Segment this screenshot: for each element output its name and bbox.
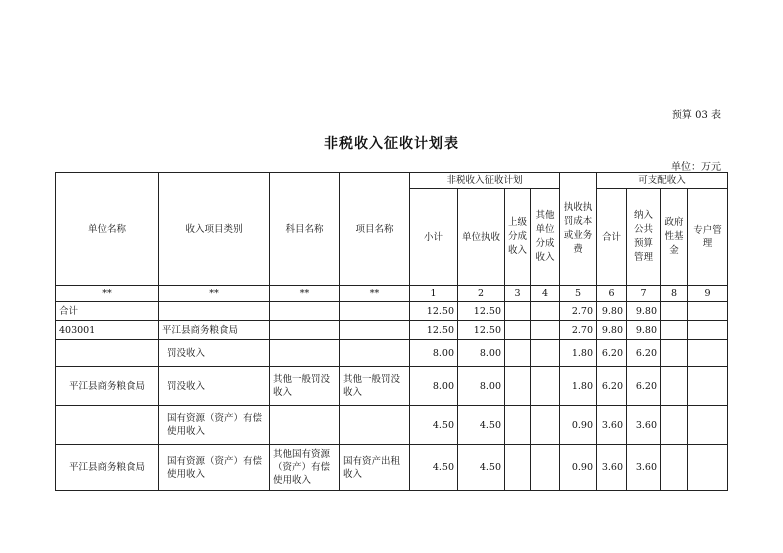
cell-cost: 2.70 (560, 321, 597, 340)
cell-category: 国有资源（资产）有偿使用收入 (159, 406, 270, 445)
cell-category (159, 302, 270, 321)
cell-subject: 其他一般罚没收入 (270, 367, 340, 406)
cell-total: 6.20 (597, 367, 627, 406)
cell-fund (661, 302, 688, 321)
cell-subtotal: 12.50 (410, 302, 458, 321)
cell-subtotal: 4.50 (410, 406, 458, 445)
cell-item (340, 406, 410, 445)
index-cell: ** (159, 286, 270, 302)
index-cell: 2 (458, 286, 505, 302)
cell-total: 9.80 (597, 302, 627, 321)
cell-public: 9.80 (627, 302, 661, 321)
cell-fund (661, 406, 688, 445)
cell-subtotal: 4.50 (410, 445, 458, 491)
income-plan-table (55, 172, 728, 491)
cell-other (531, 445, 560, 491)
header-other-share: 其他单位分成收入 (531, 189, 560, 286)
cell-upper (505, 340, 531, 367)
form-number: 预算 03 表 (671, 110, 721, 121)
cell-unit-exec: 4.50 (458, 445, 505, 491)
cell-subject (270, 406, 340, 445)
index-cell: ** (56, 286, 159, 302)
cell-category: 国有资源（资产）有偿使用收入 (159, 445, 270, 491)
header-plan-group: 非税收入征收计划 (410, 173, 560, 189)
cell-unit-name (56, 340, 159, 367)
table-row (56, 321, 728, 340)
index-cell: 9 (688, 286, 728, 302)
header-unit-name: 单位名称 (56, 173, 159, 286)
cell-item (340, 321, 410, 340)
index-cell: 6 (597, 286, 627, 302)
header-subtotal: 小计 (410, 189, 458, 286)
cell-unit-exec: 8.00 (458, 340, 505, 367)
cell-category: 罚没收入 (159, 367, 270, 406)
cell-subtotal: 8.00 (410, 367, 458, 406)
cell-subject (270, 321, 340, 340)
cell-upper (505, 367, 531, 406)
cell-other (531, 406, 560, 445)
cell-unit-name: 合计 (56, 302, 159, 321)
header-upper-share: 上级分成收入 (505, 189, 531, 286)
table-row (56, 445, 728, 491)
cell-public: 3.60 (627, 445, 661, 491)
cell-fund (661, 445, 688, 491)
cell-other (531, 340, 560, 367)
header-income-category: 收入项目类别 (159, 173, 270, 286)
table-row-total (56, 302, 728, 321)
cell-cost: 2.70 (560, 302, 597, 321)
cell-unit-name (56, 406, 159, 445)
cell-total: 3.60 (597, 406, 627, 445)
cell-item (340, 302, 410, 321)
index-cell: 3 (505, 286, 531, 302)
index-cell: ** (340, 286, 410, 302)
cell-fund (661, 340, 688, 367)
index-cell: 7 (627, 286, 661, 302)
header-total: 合计 (597, 189, 627, 286)
cell-cost: 1.80 (560, 340, 597, 367)
index-row (56, 286, 728, 302)
cell-unit-name: 403001 (56, 321, 159, 340)
cell-item (340, 340, 410, 367)
cell-fund (661, 367, 688, 406)
cell-other (531, 302, 560, 321)
cell-subtotal: 8.00 (410, 340, 458, 367)
unit-label: 单位：万元 (671, 162, 721, 173)
cell-special (688, 367, 728, 406)
table-row (56, 406, 728, 445)
cell-special (688, 406, 728, 445)
header-special-acct: 专户管理 (688, 189, 728, 286)
cell-public: 6.20 (627, 340, 661, 367)
page-title: 非税收入征收计划表 (324, 136, 459, 152)
index-cell: 5 (560, 286, 597, 302)
cell-subject: 其他国有资源（资产）有偿使用收入 (270, 445, 340, 491)
header-penalty-cost: 执收执罚成本或业务费 (560, 173, 597, 286)
header-gov-fund: 政府性基金 (661, 189, 688, 286)
cell-special (688, 445, 728, 491)
cell-total: 9.80 (597, 321, 627, 340)
table-row (56, 367, 728, 406)
cell-special (688, 321, 728, 340)
cell-cost: 1.80 (560, 367, 597, 406)
cell-special (688, 302, 728, 321)
cell-unit-exec: 12.50 (458, 321, 505, 340)
cell-upper (505, 302, 531, 321)
cell-subject (270, 302, 340, 321)
cell-subtotal: 12.50 (410, 321, 458, 340)
table-row (56, 340, 728, 367)
index-cell: ** (270, 286, 340, 302)
header-disposable-group: 可支配收入 (597, 173, 728, 189)
cell-public: 6.20 (627, 367, 661, 406)
cell-total: 6.20 (597, 340, 627, 367)
cell-other (531, 321, 560, 340)
cell-cost: 0.90 (560, 445, 597, 491)
cell-special (688, 340, 728, 367)
header-subject-name: 科目名称 (270, 173, 340, 286)
cell-upper (505, 445, 531, 491)
cell-category: 平江县商务粮食局 (159, 321, 270, 340)
cell-unit-name: 平江县商务粮食局 (56, 445, 159, 491)
cell-unit-name: 平江县商务粮食局 (56, 367, 159, 406)
cell-item: 其他一般罚没收入 (340, 367, 410, 406)
cell-fund (661, 321, 688, 340)
header-unit-exec: 单位执收 (458, 189, 505, 286)
cell-unit-exec: 8.00 (458, 367, 505, 406)
cell-unit-exec: 4.50 (458, 406, 505, 445)
cell-public: 3.60 (627, 406, 661, 445)
cell-unit-exec: 12.50 (458, 302, 505, 321)
index-cell: 8 (661, 286, 688, 302)
index-cell: 4 (531, 286, 560, 302)
cell-public: 9.80 (627, 321, 661, 340)
cell-cost: 0.90 (560, 406, 597, 445)
cell-subject (270, 340, 340, 367)
index-cell: 1 (410, 286, 458, 302)
header-item-name: 项目名称 (340, 173, 410, 286)
cell-total: 3.60 (597, 445, 627, 491)
cell-other (531, 367, 560, 406)
header-public-budget: 纳入公共预算管理 (627, 189, 661, 286)
cell-upper (505, 406, 531, 445)
cell-item: 国有资产出租收入 (340, 445, 410, 491)
cell-category: 罚没收入 (159, 340, 270, 367)
cell-upper (505, 321, 531, 340)
